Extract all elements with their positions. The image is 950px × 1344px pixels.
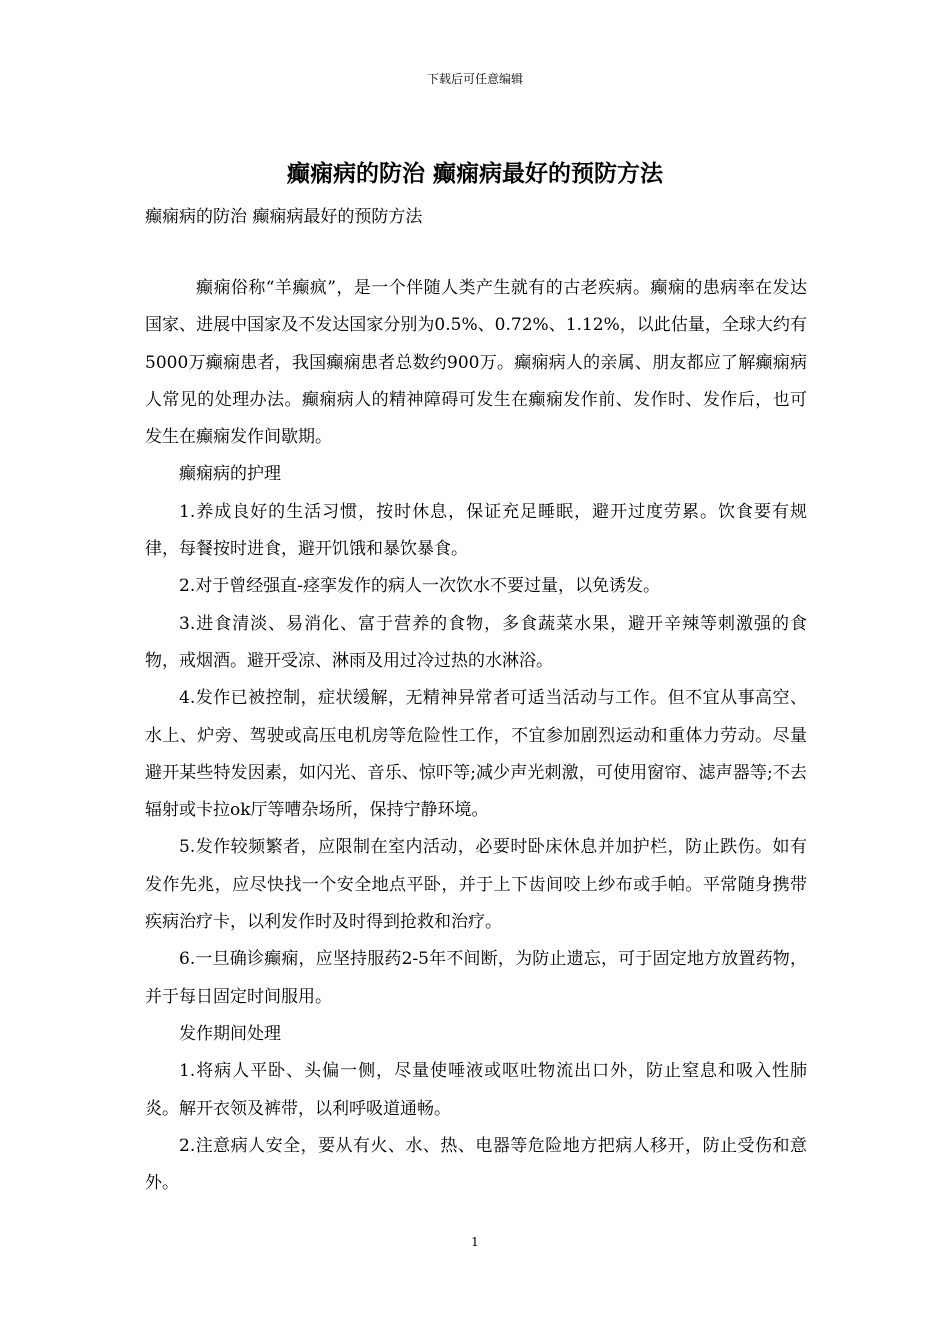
care-item-2: 2.对于曾经强直-痉挛发作的病人一次饮水不要过量，以免诱发。 xyxy=(179,576,660,597)
care-item-5: 5.发作较频繁者，应限制在室内活动，必要时卧床休息并加护栏，防止跌伤。如有发作先兆，应尽快找一个安全地点平卧，并于上下齿间咬上纱布或手帕。平常随身携带疾病治疗卡，以利发作时及时得到抢救和治疗。 xyxy=(145,837,807,933)
intro-paragraph: 癫痫俗称“羊癫疯”，是一个伴随人类产生就有的古老疾病。癫痫的患病率在发达国家、进展中国家及不发达国家分别为0.5%、0.72%、1.12%，以此估量，全球大约有5000万癫痫患者，我国癫痫患者总数约900万。癫痫病人的亲属、朋友都应了解癫痫病人常见的处理办法。癫痫病人的精神障碍可发生在癫痫发作前、发作时、发作后，也可发生在癫痫发作间歇期。 xyxy=(145,278,807,448)
section-heading-care: 癫痫病的护理 xyxy=(179,464,281,485)
seizure-item-1: 1.将病人平卧、头偏一侧，尽量使唾液或呕吐物流出口外，防止窒息和吸入性肺炎。解开衣领及裤带，以利呼吸道通畅。 xyxy=(145,1061,807,1119)
document-subtitle: 癫痫病的防治 癫痫病最好的预防方法 xyxy=(145,207,423,227)
care-item-1: 1.养成良好的生活习惯，按时休息，保证充足睡眠，避开过度劳累。饮食要有规律，每餐按时进食，避开饥饿和暴饮暴食。 xyxy=(145,501,807,560)
header-note: 下载后可任意编辑 xyxy=(426,72,523,86)
care-item-3: 3.进食清淡、易消化、富于营养的食物，多食蔬菜水果，避开辛辣等刺激强的食物，戒烟酒。避开受凉、淋雨及用过冷过热的水淋浴。 xyxy=(145,613,807,671)
care-item-6: 6.一旦确诊癫痫，应坚持服药2-5年不间断，为防止遗忘，可于固定地方放置药物，并于每日固定时间服用。 xyxy=(145,949,807,1007)
document-title: 癫痫病的防治 癫痫病最好的预防方法 xyxy=(286,160,663,187)
seizure-item-2: 2.注意病人安全，要从有火、水、热、电器等危险地方把病人移开，防止受伤和意外。 xyxy=(145,1135,807,1194)
document-body xyxy=(145,270,807,1202)
page-number: 1 xyxy=(471,1235,479,1249)
care-item-4: 4.发作已被控制，症状缓解，无精神异常者可适当活动与工作。但不宜从事高空、水上、炉旁、驾驶或高压电机房等危险性工作，不宜参加剧烈运动和重体力劳动。尽量避开某些特发因素，如闪光、音乐、惊吓等;减少声光刺激，可使用窗帘、滤声器等;不去辐射或卡拉ok厅等嘈杂场所，保持宁静环境。 xyxy=(145,688,807,821)
section-heading-seizure: 发作期间处理 xyxy=(179,1023,281,1044)
